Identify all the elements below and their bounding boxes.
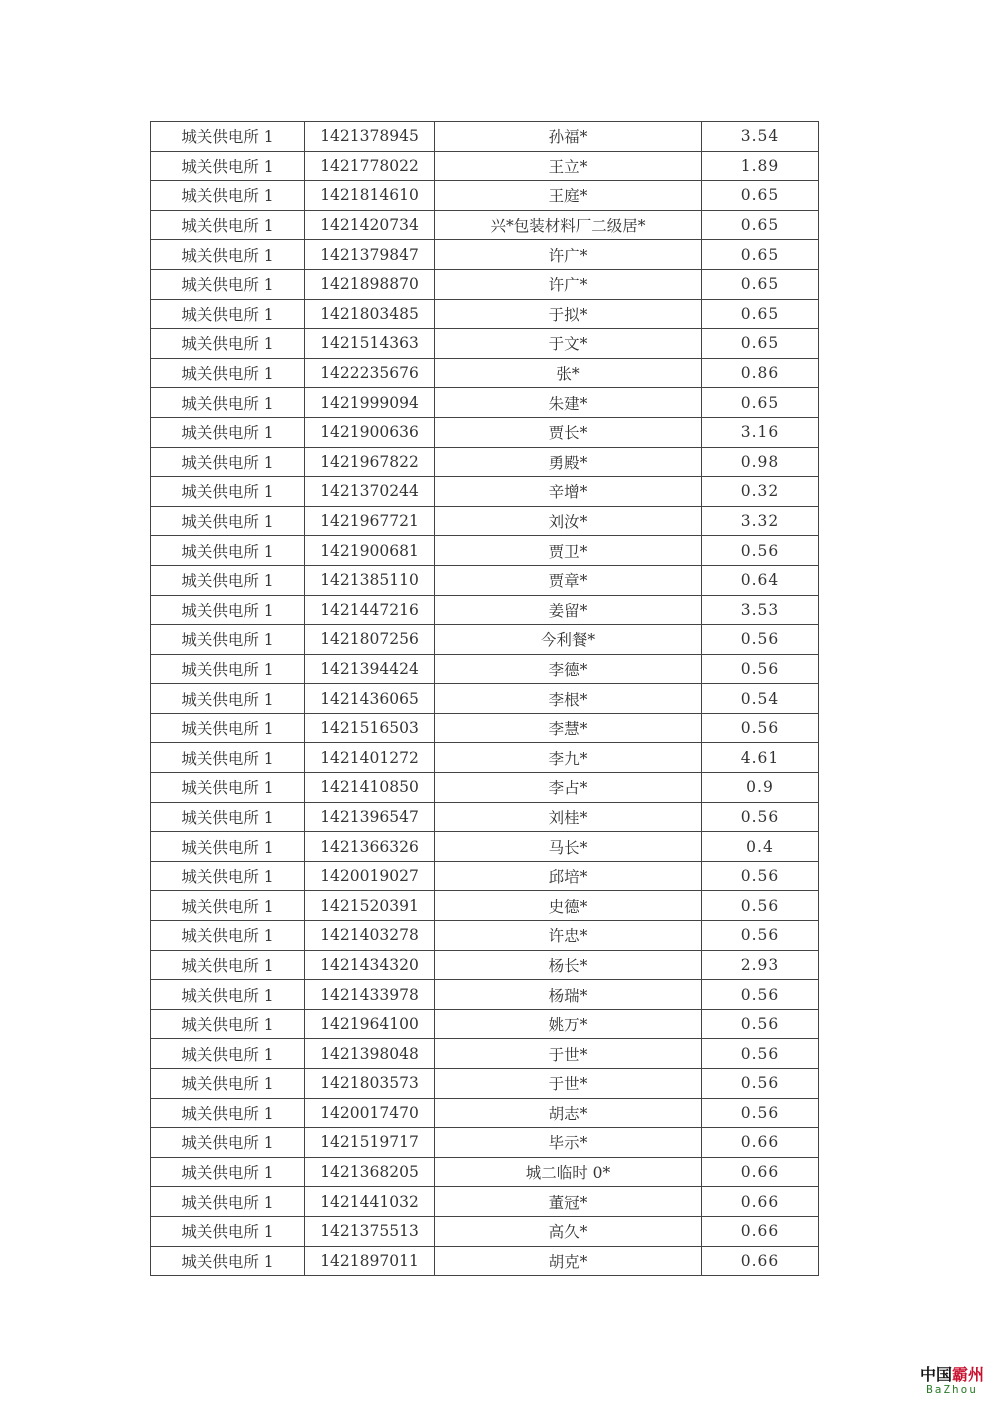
- customer-name-cell: 朱建*: [435, 388, 702, 418]
- amount-cell: 0.64: [702, 565, 819, 595]
- customer-name-cell: 杨长*: [435, 950, 702, 980]
- amount-cell: 3.53: [702, 595, 819, 625]
- table-row: [151, 388, 819, 418]
- customer-name-cell: 姜留*: [435, 595, 702, 625]
- table-row: [151, 358, 819, 388]
- amount-cell: 0.56: [702, 654, 819, 684]
- customer-name-cell: 李根*: [435, 684, 702, 714]
- account-number-cell: 1420019027: [305, 861, 435, 891]
- customer-name-cell: 杨瑞*: [435, 980, 702, 1010]
- amount-cell: 0.56: [702, 861, 819, 891]
- customer-name-cell: 兴*包装材料厂二级居*: [435, 210, 702, 240]
- station-cell: 城关供电所 1: [151, 921, 305, 951]
- station-cell: 城关供电所 1: [151, 1098, 305, 1128]
- account-number-cell: 1421385110: [305, 565, 435, 595]
- station-cell: 城关供电所 1: [151, 151, 305, 181]
- amount-cell: 0.65: [702, 240, 819, 270]
- customer-name-cell: 贾卫*: [435, 536, 702, 566]
- customer-name-cell: 于世*: [435, 1039, 702, 1069]
- station-cell: 城关供电所 1: [151, 1009, 305, 1039]
- station-cell: 城关供电所 1: [151, 506, 305, 536]
- station-cell: 城关供电所 1: [151, 1187, 305, 1217]
- customer-name-cell: 于世*: [435, 1069, 702, 1099]
- station-cell: 城关供电所 1: [151, 565, 305, 595]
- station-cell: 城关供电所 1: [151, 1069, 305, 1099]
- table-row: [151, 595, 819, 625]
- station-cell: 城关供电所 1: [151, 654, 305, 684]
- amount-cell: 0.65: [702, 269, 819, 299]
- amount-cell: 0.56: [702, 921, 819, 951]
- customer-name-cell: 许忠*: [435, 921, 702, 951]
- account-number-cell: 1421807256: [305, 625, 435, 655]
- customer-name-cell: 贾长*: [435, 417, 702, 447]
- table-row: [151, 832, 819, 862]
- station-cell: 城关供电所 1: [151, 358, 305, 388]
- station-cell: 城关供电所 1: [151, 773, 305, 803]
- table-row: [151, 269, 819, 299]
- amount-cell: 0.56: [702, 1039, 819, 1069]
- customer-name-cell: 李九*: [435, 743, 702, 773]
- account-number-cell: 1421434320: [305, 950, 435, 980]
- station-cell: 城关供电所 1: [151, 832, 305, 862]
- table-row: [151, 299, 819, 329]
- table-row: [151, 802, 819, 832]
- station-cell: 城关供电所 1: [151, 299, 305, 329]
- station-cell: 城关供电所 1: [151, 181, 305, 211]
- station-cell: 城关供电所 1: [151, 861, 305, 891]
- customer-name-cell: 胡志*: [435, 1098, 702, 1128]
- account-number-cell: 1421420734: [305, 210, 435, 240]
- amount-cell: 2.93: [702, 950, 819, 980]
- table-row: [151, 1216, 819, 1246]
- table-row: [151, 1039, 819, 1069]
- station-cell: 城关供电所 1: [151, 684, 305, 714]
- amount-cell: 0.65: [702, 329, 819, 359]
- amount-cell: 0.65: [702, 210, 819, 240]
- account-number-cell: 1421964100: [305, 1009, 435, 1039]
- table-row: [151, 417, 819, 447]
- station-cell: 城关供电所 1: [151, 802, 305, 832]
- customer-name-cell: 贾章*: [435, 565, 702, 595]
- table-row: [151, 329, 819, 359]
- data-table: [150, 121, 819, 1276]
- amount-cell: 3.54: [702, 122, 819, 152]
- table-row: [151, 122, 819, 152]
- account-number-cell: 1421803485: [305, 299, 435, 329]
- customer-name-cell: 邱培*: [435, 861, 702, 891]
- customer-name-cell: 张*: [435, 358, 702, 388]
- account-number-cell: 1421516503: [305, 713, 435, 743]
- customer-name-cell: 史德*: [435, 891, 702, 921]
- table-row: [151, 1069, 819, 1099]
- table-row: [151, 654, 819, 684]
- account-number-cell: 1421519717: [305, 1128, 435, 1158]
- station-cell: 城关供电所 1: [151, 329, 305, 359]
- account-number-cell: 1421410850: [305, 773, 435, 803]
- table-row: [151, 1009, 819, 1039]
- logo-text-en: BaZhou: [926, 1383, 978, 1396]
- account-number-cell: 1421436065: [305, 684, 435, 714]
- account-number-cell: 1421441032: [305, 1187, 435, 1217]
- station-cell: 城关供电所 1: [151, 122, 305, 152]
- customer-name-cell: 许广*: [435, 269, 702, 299]
- amount-cell: 0.56: [702, 1098, 819, 1128]
- table-row: [151, 240, 819, 270]
- station-cell: 城关供电所 1: [151, 269, 305, 299]
- customer-name-cell: 李占*: [435, 773, 702, 803]
- customer-name-cell: 许广*: [435, 240, 702, 270]
- amount-cell: 0.86: [702, 358, 819, 388]
- amount-cell: 1.89: [702, 151, 819, 181]
- amount-cell: 3.32: [702, 506, 819, 536]
- customer-name-cell: 刘汝*: [435, 506, 702, 536]
- amount-cell: 0.65: [702, 388, 819, 418]
- customer-name-cell: 马长*: [435, 832, 702, 862]
- station-cell: 城关供电所 1: [151, 1039, 305, 1069]
- station-cell: 城关供电所 1: [151, 536, 305, 566]
- account-number-cell: 1421366326: [305, 832, 435, 862]
- station-cell: 城关供电所 1: [151, 1128, 305, 1158]
- account-number-cell: 1421967822: [305, 447, 435, 477]
- amount-cell: 0.56: [702, 802, 819, 832]
- amount-cell: 0.66: [702, 1216, 819, 1246]
- station-cell: 城关供电所 1: [151, 240, 305, 270]
- station-cell: 城关供电所 1: [151, 477, 305, 507]
- account-number-cell: 1421433978: [305, 980, 435, 1010]
- amount-cell: 0.4: [702, 832, 819, 862]
- amount-cell: 0.66: [702, 1128, 819, 1158]
- amount-cell: 0.54: [702, 684, 819, 714]
- amount-cell: 0.65: [702, 181, 819, 211]
- customer-name-cell: 王庭*: [435, 181, 702, 211]
- amount-cell: 0.32: [702, 477, 819, 507]
- account-number-cell: 1421375513: [305, 1216, 435, 1246]
- account-number-cell: 1421900636: [305, 417, 435, 447]
- account-number-cell: 1421394424: [305, 654, 435, 684]
- table-row: [151, 1187, 819, 1217]
- table-row: [151, 684, 819, 714]
- customer-name-cell: 城二临时 0*: [435, 1157, 702, 1187]
- customer-name-cell: 孙福*: [435, 122, 702, 152]
- account-number-cell: 1421368205: [305, 1157, 435, 1187]
- table-row: [151, 151, 819, 181]
- station-cell: 城关供电所 1: [151, 210, 305, 240]
- table-row: [151, 891, 819, 921]
- customer-name-cell: 董冠*: [435, 1187, 702, 1217]
- account-number-cell: 1421370244: [305, 477, 435, 507]
- amount-cell: 0.98: [702, 447, 819, 477]
- account-number-cell: 1421447216: [305, 595, 435, 625]
- account-number-cell: 1421401272: [305, 743, 435, 773]
- customer-name-cell: 勇殿*: [435, 447, 702, 477]
- account-number-cell: 1421778022: [305, 151, 435, 181]
- account-number-cell: 1421814610: [305, 181, 435, 211]
- table-row: [151, 1128, 819, 1158]
- account-number-cell: 1421514363: [305, 329, 435, 359]
- amount-cell: 0.9: [702, 773, 819, 803]
- table-row: [151, 1157, 819, 1187]
- account-number-cell: 1421403278: [305, 921, 435, 951]
- amount-cell: 0.66: [702, 1187, 819, 1217]
- amount-cell: 0.56: [702, 713, 819, 743]
- customer-name-cell: 王立*: [435, 151, 702, 181]
- account-number-cell: 1421520391: [305, 891, 435, 921]
- table-row: [151, 536, 819, 566]
- table-row: [151, 950, 819, 980]
- table-row: [151, 980, 819, 1010]
- table-row: [151, 861, 819, 891]
- account-number-cell: 1421897011: [305, 1246, 435, 1276]
- station-cell: 城关供电所 1: [151, 625, 305, 655]
- amount-cell: 0.66: [702, 1246, 819, 1276]
- account-number-cell: 1421396547: [305, 802, 435, 832]
- amount-cell: 3.16: [702, 417, 819, 447]
- account-number-cell: 1421803573: [305, 1069, 435, 1099]
- amount-cell: 0.56: [702, 625, 819, 655]
- amount-cell: 0.56: [702, 980, 819, 1010]
- customer-name-cell: 李慧*: [435, 713, 702, 743]
- customer-name-cell: 毕示*: [435, 1128, 702, 1158]
- station-cell: 城关供电所 1: [151, 1246, 305, 1276]
- table-row: [151, 743, 819, 773]
- station-cell: 城关供电所 1: [151, 417, 305, 447]
- site-logo-watermark: [920, 1366, 984, 1396]
- amount-cell: 0.56: [702, 1009, 819, 1039]
- table-row: [151, 1098, 819, 1128]
- amount-cell: 0.56: [702, 536, 819, 566]
- table-row: [151, 713, 819, 743]
- table-row: [151, 565, 819, 595]
- station-cell: 城关供电所 1: [151, 595, 305, 625]
- station-cell: 城关供电所 1: [151, 950, 305, 980]
- account-number-cell: 1420017470: [305, 1098, 435, 1128]
- customer-name-cell: 胡克*: [435, 1246, 702, 1276]
- station-cell: 城关供电所 1: [151, 980, 305, 1010]
- customer-name-cell: 刘桂*: [435, 802, 702, 832]
- station-cell: 城关供电所 1: [151, 447, 305, 477]
- customer-name-cell: 李德*: [435, 654, 702, 684]
- table-body: [151, 122, 819, 1276]
- account-number-cell: 1421378945: [305, 122, 435, 152]
- customer-name-cell: 高久*: [435, 1216, 702, 1246]
- customer-name-cell: 于文*: [435, 329, 702, 359]
- table-row: [151, 921, 819, 951]
- amount-cell: 0.56: [702, 891, 819, 921]
- station-cell: 城关供电所 1: [151, 388, 305, 418]
- customer-name-cell: 今利餐*: [435, 625, 702, 655]
- table-row: [151, 506, 819, 536]
- customer-name-cell: 姚万*: [435, 1009, 702, 1039]
- station-cell: 城关供电所 1: [151, 1157, 305, 1187]
- table-row: [151, 625, 819, 655]
- account-number-cell: 1421900681: [305, 536, 435, 566]
- table-row: [151, 210, 819, 240]
- account-number-cell: 1421898870: [305, 269, 435, 299]
- table-row: [151, 477, 819, 507]
- account-number-cell: 1421379847: [305, 240, 435, 270]
- customer-name-cell: 于拟*: [435, 299, 702, 329]
- account-number-cell: 1421999094: [305, 388, 435, 418]
- table-row: [151, 181, 819, 211]
- amount-cell: 0.56: [702, 1069, 819, 1099]
- amount-cell: 0.66: [702, 1157, 819, 1187]
- station-cell: 城关供电所 1: [151, 743, 305, 773]
- logo-text-cn: 中国霸州: [919, 1365, 984, 1384]
- account-number-cell: 1421967721: [305, 506, 435, 536]
- station-cell: 城关供电所 1: [151, 713, 305, 743]
- station-cell: 城关供电所 1: [151, 1216, 305, 1246]
- table-row: [151, 1246, 819, 1276]
- amount-cell: 0.65: [702, 299, 819, 329]
- table-row: [151, 773, 819, 803]
- table-row: [151, 447, 819, 477]
- customer-name-cell: 辛增*: [435, 477, 702, 507]
- station-cell: 城关供电所 1: [151, 891, 305, 921]
- account-number-cell: 1421398048: [305, 1039, 435, 1069]
- amount-cell: 4.61: [702, 743, 819, 773]
- account-number-cell: 1422235676: [305, 358, 435, 388]
